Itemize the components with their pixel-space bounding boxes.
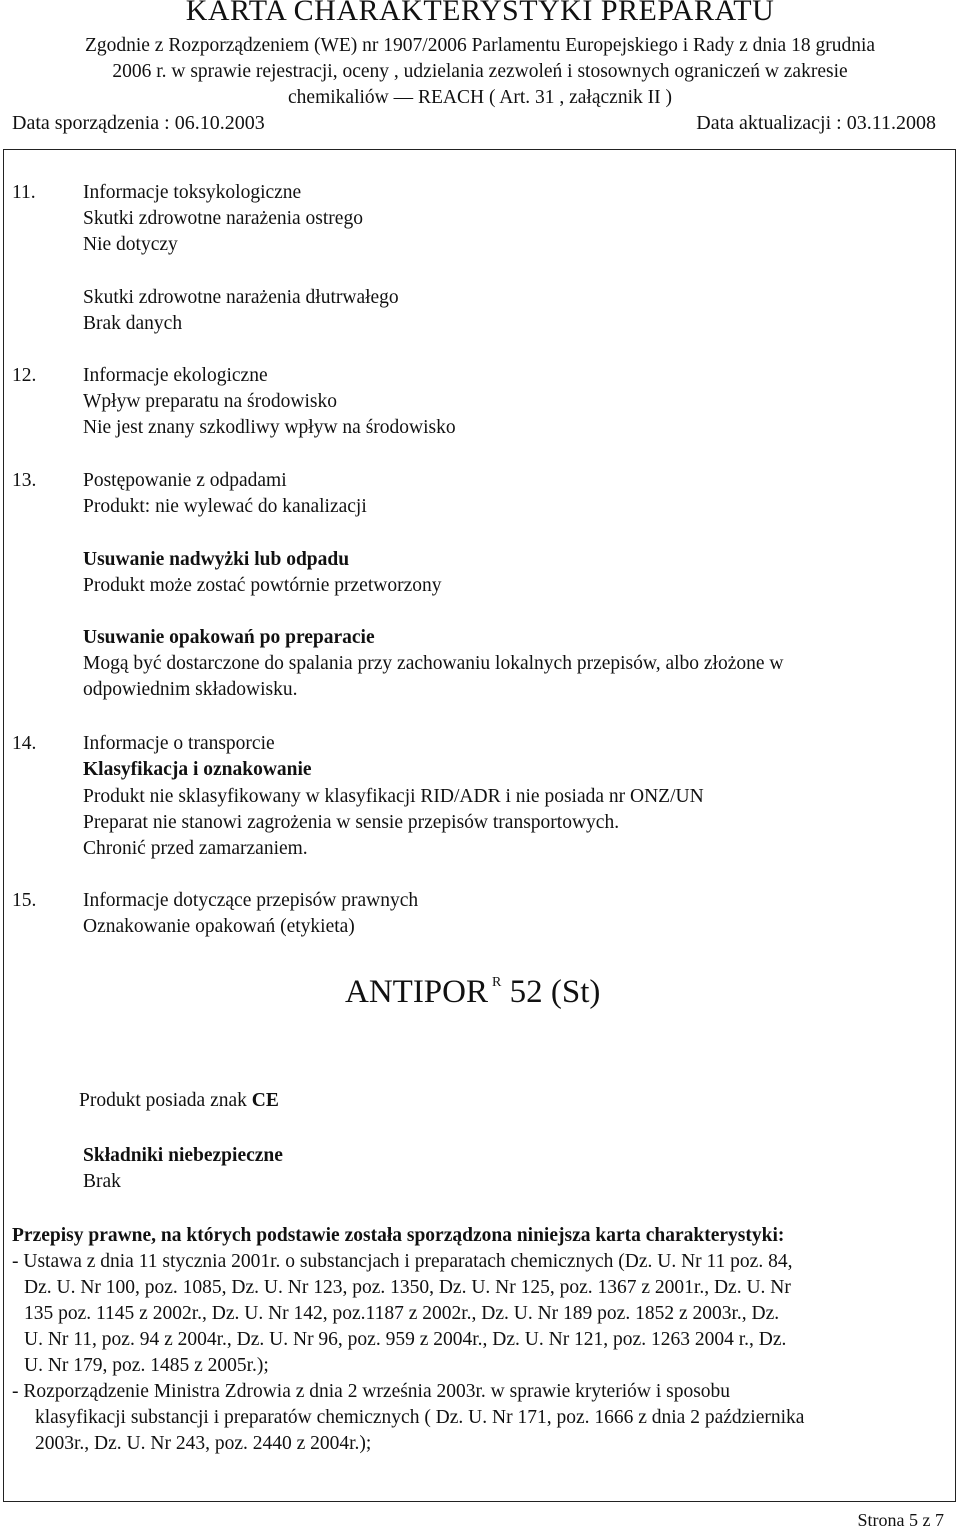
produkt-label: Produkt: xyxy=(83,496,151,517)
section-13-sub3: Usuwanie opakowań po preparacie xyxy=(83,627,375,648)
section-13-text2: Produkt może zostać powtórnie przetworzony xyxy=(83,575,442,596)
ce-text: Produkt posiada znak xyxy=(79,1090,252,1111)
regulation-line-2: 2006 r. w sprawie rejestracji, oceny , udzielania zezwoleń i stosownych ograniczeń w zakresie xyxy=(112,61,848,82)
legal-basis-title: Przepisy prawne, na których podstawie została sporządzona niniejsza karta charakterystyki: xyxy=(12,1225,785,1246)
section-15-sub1: Oznakowanie opakowań (etykieta) xyxy=(83,916,355,937)
legal2-line-2: klasyfikacji substancji i preparatów chemicznych ( Dz. U. Nr 171, poz. 1666 z dnia 2 października xyxy=(35,1407,805,1428)
section-13-text3a: Mogą być dostarczone do spalania przy zachowaniu lokalnych przepisów, albo złożone w xyxy=(83,653,784,674)
section-11-text1: Nie dotyczy xyxy=(83,234,178,255)
legal1-line-4: U. Nr 11, poz. 94 z 2004r., Dz. U. Nr 96, poz. 959 z 2004r., Dz. U. Nr 121, poz. 1263 2004 r., Dz. xyxy=(24,1329,787,1350)
legal2-line-1: - Rozporządzenie Ministra Zdrowia z dnia 2 września 2003r. w sprawie kryteriów i sposobu xyxy=(12,1381,731,1402)
legal1-line-1: - Ustawa z dnia 11 stycznia 2001r. o substancjach i preparatach chemicznych (Dz. U. Nr 11 poz. 84, xyxy=(12,1251,793,1272)
date-updated: Data aktualizacji : 03.11.2008 xyxy=(696,112,936,134)
section-13-title: Postępowanie z odpadami xyxy=(83,470,287,491)
section-11-title: Informacje toksykologiczne xyxy=(83,182,302,203)
product-name xyxy=(345,974,600,1011)
section-13-text3b: odpowiednim składowisku. xyxy=(83,679,298,700)
section-13-produkt xyxy=(83,495,367,519)
section-11-text2: Brak danych xyxy=(83,313,183,334)
legal1-line-2: Dz. U. Nr 100, poz. 1085, Dz. U. Nr 123, poz. 1350, Dz. U. Nr 125, poz. 1367 z 2001r., Dz. U. Nr xyxy=(24,1277,791,1298)
ce-line xyxy=(79,1089,279,1113)
section-12-title: Informacje ekologiczne xyxy=(83,365,268,386)
section-14-text3: Chronić przed zamarzaniem. xyxy=(83,838,308,859)
page-number: Strona 5 z 7 xyxy=(857,1510,944,1530)
regulation-line-1: Zgodnie z Rozporządzeniem (WE) nr 1907/2006 Parlamentu Europejskiego i Rady z dnia 18 grudnia xyxy=(84,35,876,56)
section-15-number: 15. xyxy=(12,890,37,911)
date-created: Data sporządzenia : 06.10.2003 xyxy=(12,112,265,134)
legal1-line-5: U. Nr 179, poz. 1485 z 2005r.); xyxy=(24,1355,269,1376)
document-title: KARTA CHARAKTERYSTYKI PREPARATU xyxy=(185,0,775,27)
section-11-sub2: Skutki zdrowotne narażenia dłutrwałego xyxy=(83,287,399,308)
section-12-number: 12. xyxy=(12,365,37,386)
ce-mark: CE xyxy=(251,1090,279,1111)
section-12-sub1: Wpływ preparatu na środowisko xyxy=(83,391,337,412)
section-15-text2: Brak xyxy=(83,1171,121,1192)
section-13-number: 13. xyxy=(12,470,37,491)
section-14-text1: Produkt nie sklasyfikowany w klasyfikacji RID/ADR i nie posiada nr ONZ/UN xyxy=(83,786,704,807)
section-14-title: Informacje o transporcie xyxy=(83,733,275,754)
section-13-sub2: Usuwanie nadwyżki lub odpadu xyxy=(83,549,350,570)
legal1-line-3: 135 poz. 1145 z 2002r., Dz. U. Nr 142, poz.1187 z 2002r., Dz. U. Nr 189 poz. 1852 z 2003r., Dz. xyxy=(24,1303,780,1324)
registered-mark: R xyxy=(492,975,502,990)
legal2-line-3: 2003r., Dz. U. Nr 243, poz. 2440 z 2004r.); xyxy=(35,1433,372,1454)
section-12-text1: Nie jest znany szkodliwy wpływ na środowisko xyxy=(83,417,456,438)
section-15-title: Informacje dotyczące przepisów prawnych xyxy=(83,890,419,911)
section-11-sub1: Skutki zdrowotne narażenia ostrego xyxy=(83,208,363,229)
section-14-sub1: Klasyfikacja i oznakowanie xyxy=(83,759,312,780)
section-14-number: 14. xyxy=(12,733,37,754)
section-14-text2: Preparat nie stanowi zagrożenia w sensie przepisów transportowych. xyxy=(83,812,620,833)
product-suffix: 52 (St) xyxy=(501,974,601,1010)
produkt-text: nie wylewać do kanalizacji xyxy=(150,496,367,517)
product-name-text: ANTIPOR xyxy=(345,974,489,1010)
section-15-sub2: Składniki niebezpieczne xyxy=(83,1145,283,1166)
section-11-number: 11. xyxy=(12,182,36,203)
regulation-line-3: chemikaliów — REACH ( Art. 31 , załącznik II ) xyxy=(288,87,672,108)
